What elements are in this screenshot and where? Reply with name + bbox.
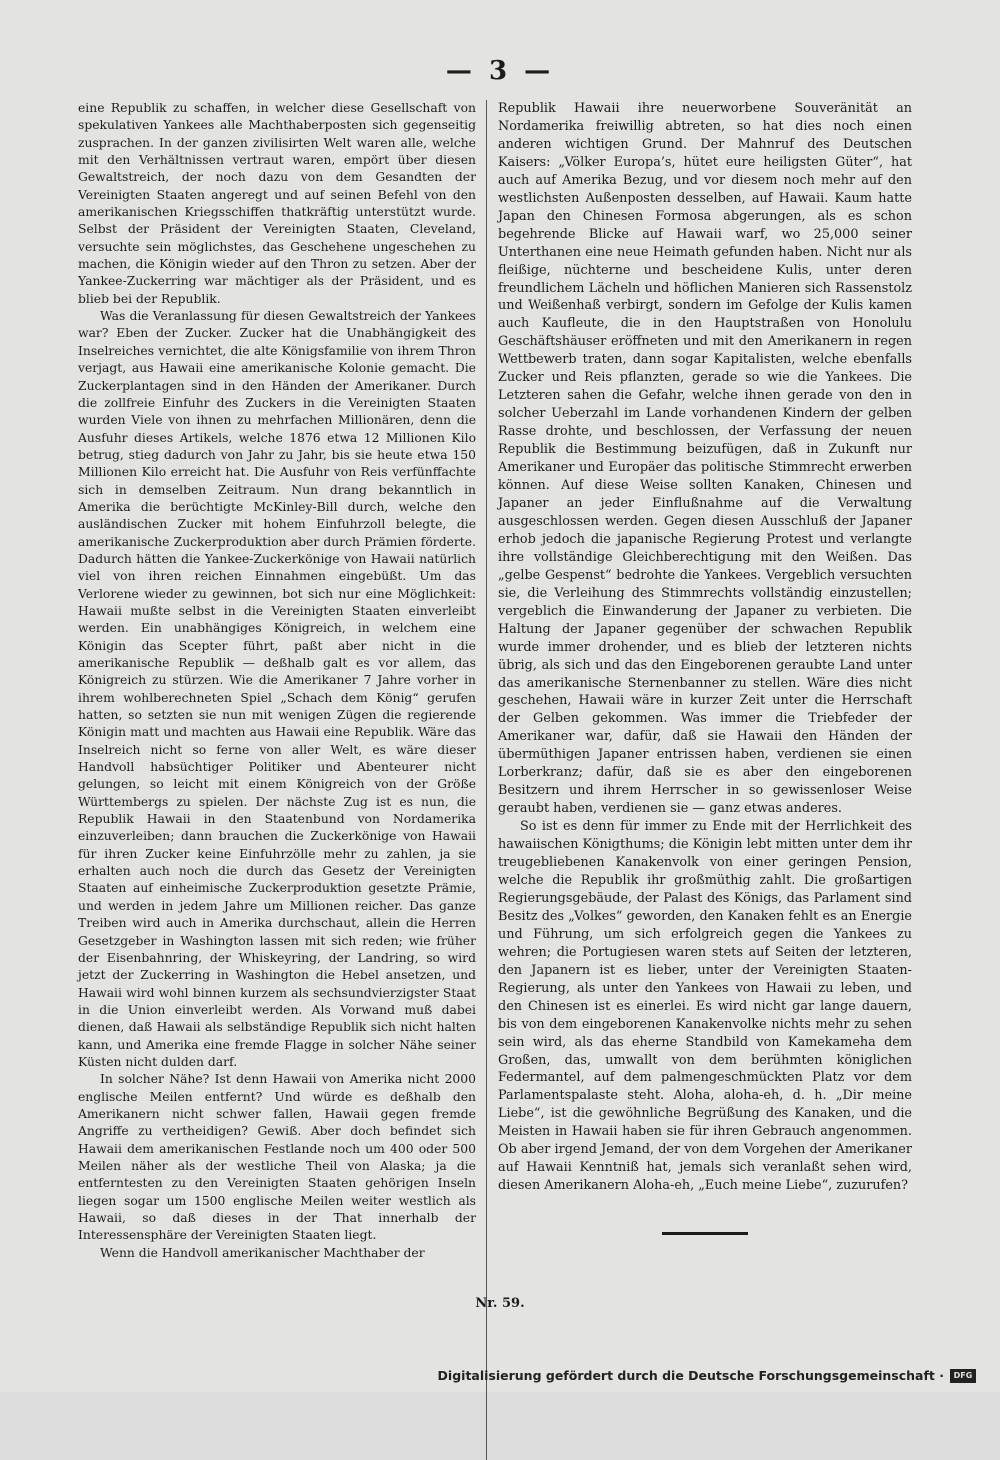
paragraph: eine Republik zu schaffen, in welcher diese Gesellschaft von spekulativen Yankees alle Machthaberposten sich gegenseitig zusprachen. In der ganzen zivilisirten Welt waren alle, welche mit den Verhältnissen vertraut waren, empört über diesen Gewaltstreich, der noch dazu von dem Gesandten der Vereinigten Staaten angeregt und auf seinen Befehl von den amerikanischen Kriegsschiffen thatkräftig unterstützt wurde. Selbst der Präsident der Vereinigten Staaten, Cleveland, versuchte sein möglichstes, das Geschehene ungeschehen zu machen, die Königin wieder auf den Thron zu setzen. Aber der Yankee-Zuckerring war mächtiger als der Präsident, und es blieb bei der Republik. [78,101,476,306]
digitization-footer [438,1368,976,1383]
issue-signature: Nr. 59. [475,1296,525,1311]
paragraph: In solcher Nähe? Ist denn Hawaii von Amerika nicht 2000 englische Meilen entfernt? Und würde es deßhalb den Amerikanern nicht schwer fallen, Hawaii gegen fremde Angriffe zu vertheidigen? Gewiß. Aber doch befindet sich Hawaii dem amerikanischen Festlande noch um 400 oder 500 Meilen näher als der westliche Theil von Alaska; ja die entferntesten zu den Vereinigten Staaten gehörigen Inseln liegen sogar um 1500 englische Meilen weiter westlich als Hawaii, so daß dieses in der That innerhalb der Interessensphäre der Vereinigten Staaten liegt. [78,1072,476,1243]
right-column [498,100,912,1195]
left-column [78,100,476,1262]
dfg-logo-icon: DFG [950,1369,976,1383]
column-divider [486,100,487,1460]
paragraph: Wenn die Handvoll amerikanischer Machthaber der [100,1245,425,1260]
paragraph: Republik Hawaii ihre neuerworbene Souveränität an Nordamerika freiwillig abtreten, so hat dies noch einen anderen wichtigen Grund. Der Mahnruf des Deutschen Kaisers: „Völker Europa’s, hütet eure heiligsten Güter“, hat auch auf Amerika Bezug, und vor diesem noch mehr auf den westlichsten Außenposten desselben, auf Hawaii. Kaum hatte Japan den Chinesen Formosa abgerungen, als es schon begehrende Blicke auf Hawaii warf, wo 25,000 seiner Unterthanen eine neue Heimath gefunden haben. Nicht nur als fleißige, nüchterne und bescheidene Kulis, unter deren freundlichem Lächeln und höflichen Manieren sich Rassenstolz und Weißenhaß verbirgt, sondern im Gefolge der Kulis kamen auch Kaufleute, die in den Hauptstraßen von Honolulu Geschäftshäuser eröffneten und mit den Amerikanern in regen Wettbewerb traten, dann sogar Kapitalisten, welche ebenfalls Zucker und Reis pflanzten, gerade so wie die Yankees. Die Letzteren sahen die Gefahr, welche ihnen gerade von den in solcher Ueberzahl im Lande vorhandenen Kindern der gelben Rasse drohte, und beschlossen, der Verfassung der neuen Republik die Bestimmung beizufügen, daß in Zukunft nur Amerikaner und Europäer das politische Stimmrecht erwerben können. Auf diese Weise sollten Kanaken, Chinesen und Japaner an jeder Einflußnahme auf die Verwaltung ausgeschlossen werden. Gegen diesen Ausschluß der Japaner erhob jedoch die japanische Regierung Protest und verlangte ihre vollständige Gleichberechtigung mit den Weißen. Das „gelbe Gespenst“ bedrohte die Yankees. Vergeblich versuchten sie, die Verleihung des Stimmrechts vollständig einzustellen; vergeblich die Einwanderung der Japaner zu verbieten. Die Haltung der Japaner gegenüber der schwachen Republik wurde immer drohender, und es blieb der letzteren nichts übrig, als sich und das den Eingeborenen geraubte Land unter das amerikanische Sternenbanner zu stellen. Wäre dies nicht geschehen, Hawaii wäre in kurzer Zeit unter die Herrschaft der Gelben gekommen. Was immer die Triebfeder der Amerikaner war, dafür, daß sie Hawaii den Händen der übermüthigen Japaner entrissen haben, verdienen sie einen Lorberkranz; dafür, daß sie es aber den eingeborenen Besitzern und ihrem Herrscher in so gewissenloser Weise geraubt haben, verdienen sie — ganz etwas anderes. [498,101,912,817]
paragraph: Was die Veranlassung für diesen Gewaltstreich der Yankees war? Eben der Zucker. Zucker hat die Unabhängigkeit des Inselreiches vernichtet, die alte Königsfamilie von ihrem Thron verjagt, aus Hawaii eine amerikanische Kolonie gemacht. Die Zuckerplantagen sind in den Händen der Amerikaner. Durch die zollfreie Einfuhr des Zuckers in die Vereinigten Staaten wurden Viele von ihnen zu mehrfachen Millionären, denn die Ausfuhr dieses Artikels, welche 1876 etwa 12 Millionen Kilo betrug, stieg dadurch von Jahr zu Jahr, bis sie heute etwa 150 Millionen Kilo erreicht hat. Die Ausfuhr von Reis verfünffachte sich in demselben Zeitraum. Nun drang bekanntlich in Amerika die berüchtigte McKinley-Bill durch, welche den ausländischen Zucker mit hohem Einfuhrzoll belegte, die amerikanische Zuckerproduktion aber durch Prämien förderte. Dadurch hätten die Yankee-Zuckerkönige von Hawaii natürlich viel von ihren reichen Einnahmen eingebüßt. Um das Verlorene wieder zu gewinnen, bot sich nur eine Möglichkeit: Hawaii mußte selbst in die Vereinigten Staaten einverleibt werden. Ein unabhängiges Königreich, in welchem eine Königin das Scepter führt, paßt aber nicht in die amerikanische Republik — deßhalb galt es vor allem, das Königreich zu stürzen. Wie die Amerikaner 7 Jahre vorher in ihrem wohlberechneten Spiel „Schach dem König“ gerufen hatten, so setzten sie nun mit wenigen Zügen die regierende Königin matt und machten aus Hawaii eine Republik. Wäre das Inselreich nicht so ferne von aller Welt, es wäre dieser Handvoll habsüchtiger Politiker und Abenteurer nicht gelungen, so leicht mit einem Königreich von der Größe Württembergs zu spielen. Der nächste Zug ist es nun, die Republik Hawaii in den Staatenbund von Nordamerika einzuverleiben; dann brauchen die Zuckerkönige von Hawaii für ihren Zucker keine Einfuhrzölle mehr zu zahlen, ja sie erhalten auch noch die durch das Gesetz der Vereinigten Staaten auf einheimische Zuckerproduktion gesetzte Prämie, und werden in jedem Jahre um Millionen reicher. Das ganze Treiben wird auch in Amerika durchschaut, allein die Herren Gesetzgeber in Washington lassen mit sich reden; wie früher der Eisenbahnring, der Whiskeyring, der Landring, so wird jetzt der Zuckerring in Washington die Hebel ansetzen, und Hawaii wird wohl binnen kurzem als sechsundvierzigster Staat in die Union einverleibt werden. Als Vorwand muß dabei dienen, daß Hawaii als selbständige Republik sich nicht halten kann, und Amerika eine fremde Flagge in solcher Nähe seiner Küsten nicht dulden darf. [78,309,476,1069]
paragraph: So ist es denn für immer zu Ende mit der Herrlichkeit des hawaiischen Königthums; die Königin lebt mitten unter dem ihr treugebliebenen Kanakenvolk von einer geringen Pension, welche die Republik ihr großmüthig zahlt. Die großartigen Regierungsgebäude, der Palast des Königs, das Parlament sind Besitz des „Volkes“ geworden, den Kanaken fehlt es an Energie und Führung, um sich erfolgreich gegen die Yankees zu wehren; die Portugiesen waren stets auf Seiten der letzteren, den Japanern ist es lieber, unter der Vereinigten Staaten-Regierung, als unter den Yankees von Hawaii zu leben, und den Chinesen ist es einerlei. Es wird nicht gar lange dauern, bis von dem eingeborenen Kanakenvolke nichts mehr zu sehen sein wird, als das eherne Standbild von Kamekameha dem Großen, das, umwallt von dem berühmten königlichen Federmantel, auf dem palmengeschmückten Platz vor dem Parlamentspalaste steht. Aloha, aloha-eh, d. h. „Dir meine Liebe“, ist die gewöhnliche Begrüßung des Kanaken, und die Meisten in Hawaii haben sie für ihren Gebrauch angenommen. Ob aber irgend Jemand, der von dem Vorgehen der Amerikaner auf Hawaii Kenntniß hat, jemals sich veranlaßt sehen wird, diesen Amerikanern Aloha-eh, „Euch meine Liebe“, zuzurufen? [498,819,912,1194]
page-number: — 3 — [445,56,555,86]
end-rule [662,1232,748,1235]
footer-text: Digitalisierung gefördert durch die Deutsche Forschungsgemeinschaft · [437,1368,944,1383]
